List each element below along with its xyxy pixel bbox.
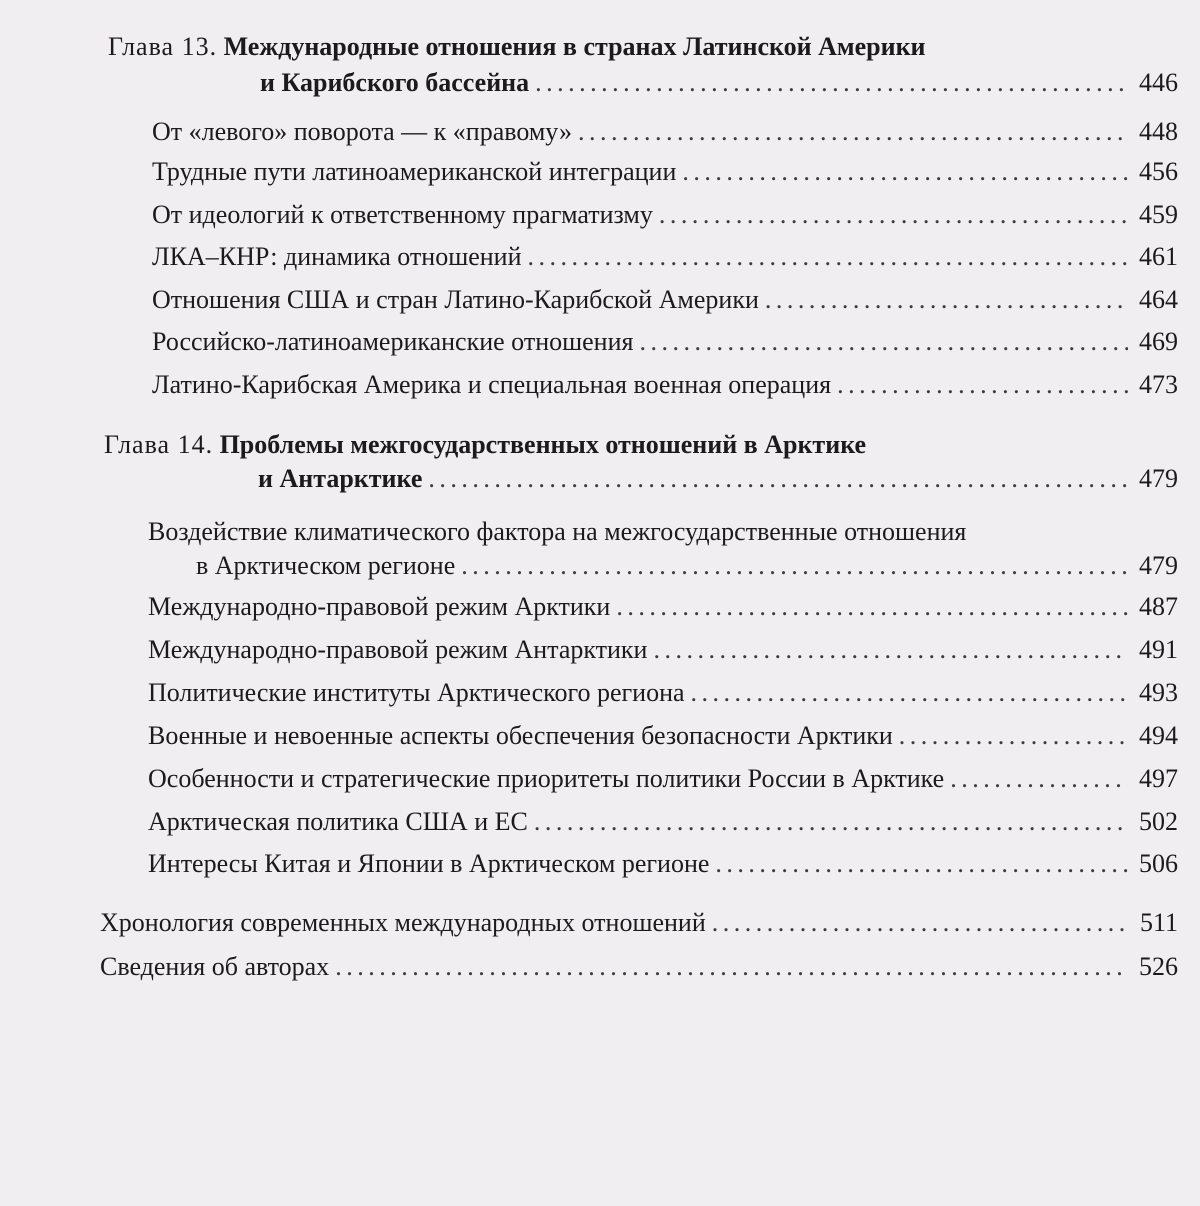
leader-dots: [578, 115, 1128, 149]
entry-title: Воздействие климатического фактора на межгосударственные отношения: [148, 517, 967, 546]
leader-dots: [715, 847, 1128, 881]
toc-entry: [0, 762, 1178, 796]
leader-dots: [691, 676, 1128, 710]
leader-dots: [682, 155, 1128, 189]
leader-dots: [535, 66, 1128, 100]
leader-dots: [653, 633, 1128, 667]
entry-title: Интересы Китая и Японии в Арктическом регионе: [148, 849, 710, 878]
entry-title: Политические институты Арктического региона: [148, 678, 685, 707]
page-number: 511: [1139, 908, 1178, 937]
entry-title: Российско-латиноамериканские отношения: [152, 327, 634, 356]
toc-entry: [0, 368, 1178, 402]
page-number: 469: [1139, 327, 1178, 356]
chapter-title-cont: и Антарктике: [258, 464, 423, 493]
chapter-label: Глава 14.: [104, 430, 214, 459]
page-number: 494: [1139, 721, 1178, 750]
leader-dots: [950, 762, 1128, 796]
page-number: 497: [1139, 764, 1178, 793]
toc-entry: [0, 847, 1178, 881]
toc-entry: [0, 633, 1178, 667]
entry-title-cont: в Арктическом регионе: [196, 551, 456, 580]
page-number: 491: [1139, 635, 1178, 664]
chapter-title-cont: и Карибского бассейна: [260, 68, 530, 97]
page-number: 456: [1139, 157, 1178, 186]
entry-title: ЛКА–КНР: динамика отношений: [152, 242, 522, 271]
leader-dots: [639, 325, 1128, 359]
chapter-13-heading: [108, 30, 926, 64]
leader-dots: [461, 549, 1128, 583]
page-number: 464: [1139, 285, 1178, 314]
toc-entry-multiline-cont: [0, 549, 1178, 583]
entry-title: От «левого» поворота — к «правому»: [152, 117, 572, 146]
leader-dots: [534, 805, 1128, 839]
entry-title: Международно-правовой режим Антарктики: [148, 635, 648, 664]
leader-dots: [335, 950, 1128, 984]
entry-title: Арктическая политика США и ЕС: [148, 807, 528, 836]
page-number: 502: [1139, 807, 1178, 836]
toc-entry: [0, 906, 1178, 940]
leader-dots: [528, 240, 1129, 274]
entry-title: Военные и невоенные аспекты обеспечения безопасности Арктики: [148, 721, 893, 750]
entry-title: Трудные пути латиноамериканской интеграции: [152, 157, 677, 186]
toc-entry: [0, 590, 1178, 624]
page-number: 479: [1139, 464, 1178, 493]
leader-dots: [765, 283, 1128, 317]
entry-title: Латино-Карибская Америка и специальная военная операция: [152, 370, 832, 399]
page-number: 526: [1139, 952, 1178, 981]
toc-entry: [0, 240, 1178, 274]
toc-entry: [0, 198, 1178, 232]
page-number: 461: [1139, 242, 1178, 271]
chapter-title: Проблемы межгосударственных отношений в Арктике: [219, 430, 867, 459]
toc-entry: [0, 950, 1178, 984]
chapter-13-heading-line2: [0, 66, 1178, 100]
leader-dots: [899, 719, 1128, 753]
entry-title: Особенности и стратегические приоритеты политики России в Арктике: [148, 764, 945, 793]
chapter-14-heading-line2: [0, 462, 1178, 496]
toc-entry: [0, 719, 1178, 753]
entry-title: Отношения США и стран Латино-Карибской Америки: [152, 285, 759, 314]
leader-dots: [712, 906, 1128, 940]
chapter-14-heading: [104, 428, 866, 462]
leader-dots: [837, 368, 1128, 402]
page-number: 493: [1139, 678, 1178, 707]
leader-dots: [428, 462, 1128, 496]
chapter-label: Глава 13.: [108, 32, 218, 61]
page-number: 506: [1139, 849, 1178, 878]
leader-dots: [659, 198, 1128, 232]
page-number: 487: [1139, 592, 1178, 621]
entry-title: От идеологий к ответственному прагматизму: [152, 200, 653, 229]
toc-entry: [0, 283, 1178, 317]
entry-title: Сведения об авторах: [100, 952, 330, 981]
page-number: 473: [1139, 370, 1178, 399]
toc-entry: [0, 155, 1178, 189]
entry-title: Хронология современных международных отношений: [100, 908, 706, 937]
page-number: 479: [1139, 551, 1178, 580]
page-number: 446: [1139, 68, 1178, 97]
toc-entry: [0, 115, 1178, 149]
toc-entry: [0, 805, 1178, 839]
toc-entry: [0, 325, 1178, 359]
chapter-title: Международные отношения в странах Латинской Америки: [223, 32, 926, 61]
page-number: 459: [1139, 200, 1178, 229]
page-number: 448: [1139, 117, 1178, 146]
toc-entry-multiline: [148, 515, 966, 549]
toc-entry: [0, 676, 1178, 710]
entry-title: Международно-правовой режим Арктики: [148, 592, 611, 621]
leader-dots: [616, 590, 1128, 624]
